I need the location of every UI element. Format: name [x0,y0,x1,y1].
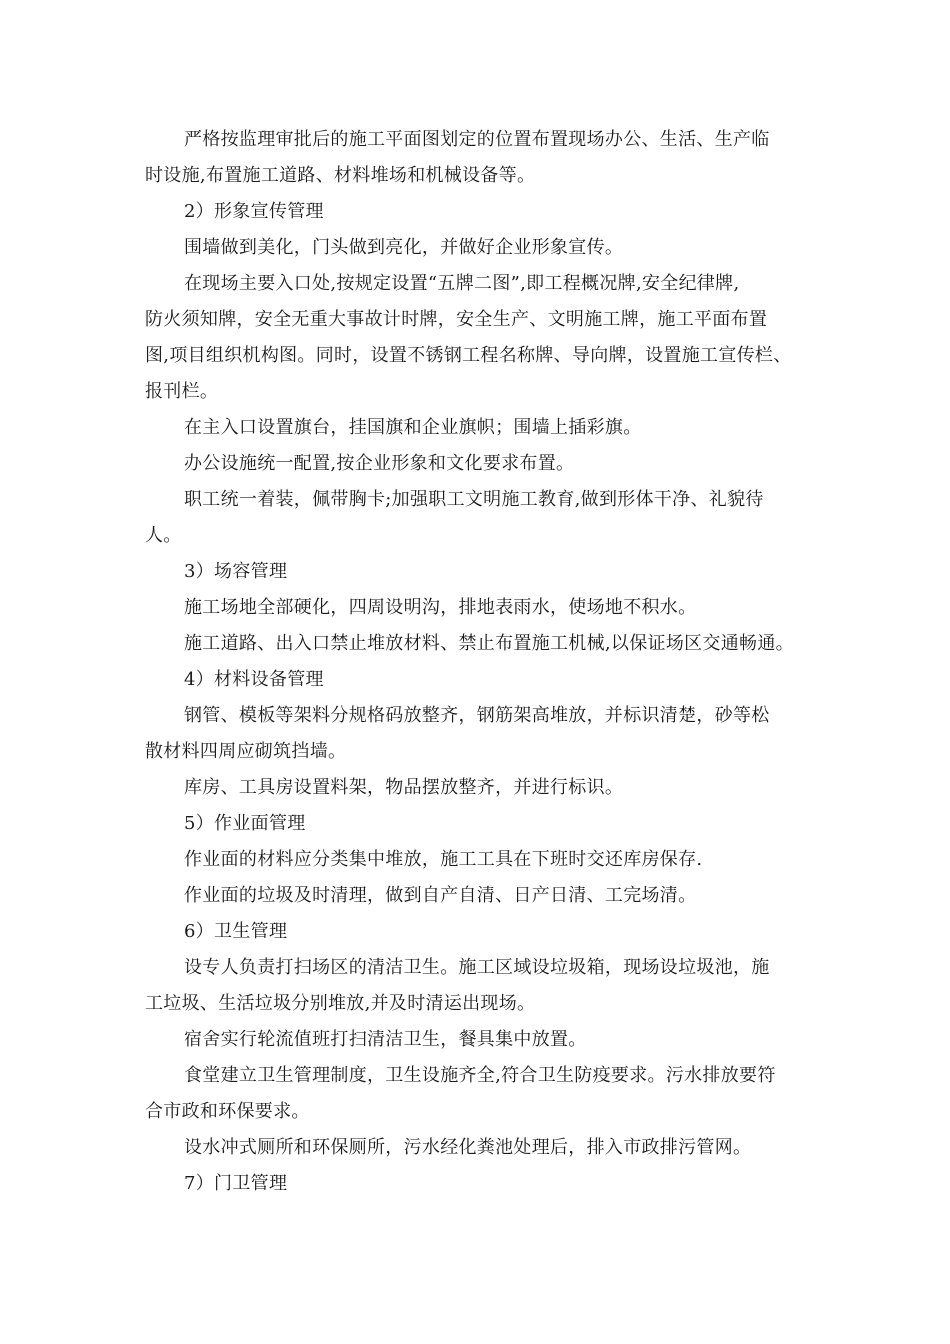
text-line: 7）门卫管理 [184,1173,288,1194]
text-line: 合市政和环保要求。 [145,1101,310,1122]
text-line: 时设施,布置施工道路、材料堆场和机械设备等。 [145,165,536,186]
text-line: 3）场容管理 [184,561,288,582]
text-line: 围墙做到美化，门头做到亮化，并做好企业形象宣传。 [184,237,624,258]
text-line: 作业面的材料应分类集中堆放，施工工具在下班时交还库房保存. [184,849,703,870]
document-body [145,122,825,1202]
text-line: 钢管、模板等架料分规格码放整齐，钢筋架高堆放，并标识清楚，砂等松 [184,705,770,726]
text-line: 办公设施统一配置,按企业形象和文化要求布置。 [184,453,575,474]
text-line: 图,项目组织机构图。同时，设置不锈钢工程名称牌、导向牌，设置施工宣传栏、 [145,345,792,366]
text-line: 作业面的垃圾及时清理，做到自产自清、日产日清、工完场清。 [184,885,697,906]
text-line: 4）材料设备管理 [184,669,324,690]
text-line: 报刊栏。 [145,381,219,402]
text-line: 防火须知牌，安全无重大事故计时牌，安全生产、文明施工牌，施工平面布置 [145,309,768,330]
text-line: 人。 [145,525,182,546]
text-line: 在主入口设置旗台，挂国旗和企业旗帜；围墙上插彩旗。 [184,417,642,438]
text-line: 食堂建立卫生管理制度，卫生设施齐全,符合卫生防疫要求。污水排放要符 [184,1065,776,1086]
text-line: 严格按监理审批后的施工平面图划定的位置布置现场办公、生活、生产临 [184,129,770,150]
text-line: 在现场主要入口处,按规定设置“五牌二图”,即工程概况牌,安全纪律牌, [184,273,740,294]
text-line: 宿舍实行轮流值班打扫清洁卫生，餐具集中放置。 [184,1029,587,1050]
text-line: 5）作业面管理 [184,813,306,834]
text-line: 2）形象宣传管理 [184,201,324,222]
text-line: 6）卫生管理 [184,921,288,942]
text-line: 施工道路、出入口禁止堆放材料、禁止布置施工机械,以保证场区交通畅通。 [184,633,794,654]
text-line: 散材料四周应砌筑挡墙。 [145,741,347,762]
text-line: 库房、工具房设置料架，物品摆放整齐，并进行标识。 [184,777,624,798]
text-line: 施工场地全部硬化，四周设明沟，排地表雨水，使场地不积水。 [184,597,697,618]
text-line: 设水冲式厕所和环保厕所，污水经化粪池处理后，排入市政排污管网。 [184,1137,752,1158]
text-line: 工垃圾、生活垃圾分别堆放,并及时清运出现场。 [145,993,536,1014]
text-line: 设专人负责打扫场区的清洁卫生。施工区域设垃圾箱，现场设垃圾池，施 [184,957,770,978]
text-line: 职工统一着装，佩带胸卡;加强职工文明施工教育,做到形体干净、礼貌待 [184,489,764,510]
